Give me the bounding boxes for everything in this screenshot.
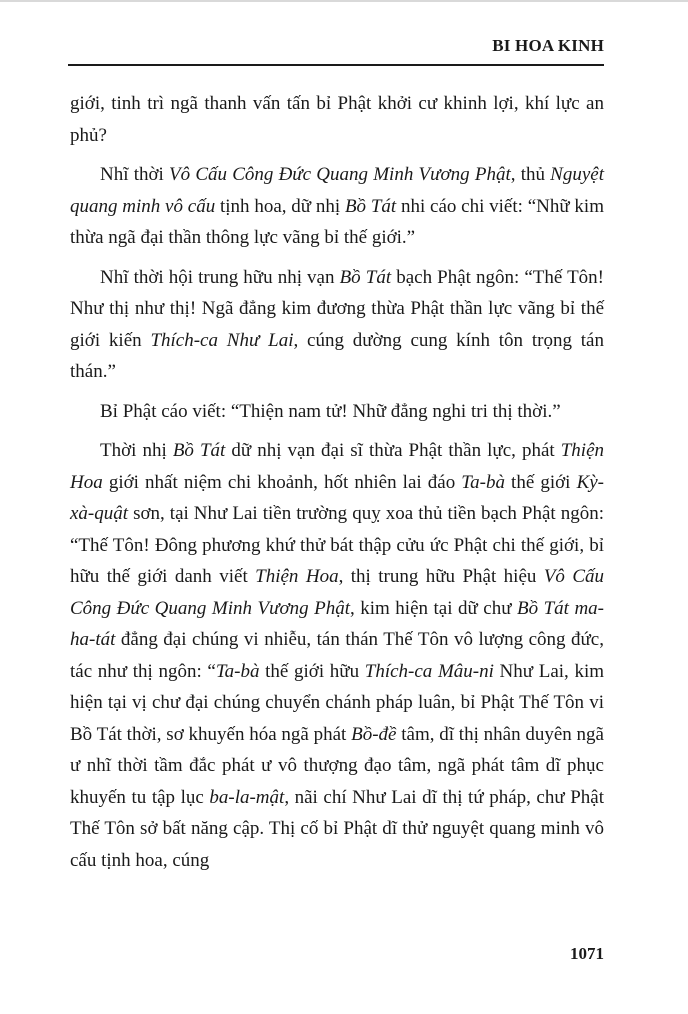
page-top-border [0,0,688,2]
header-rule [68,64,604,66]
text-run: Nhĩ thời [100,164,170,185]
italic-term: Bồ Tát [344,195,397,217]
text-run: tâm, dĩ thị nhân duyên ngã ư nhĩ thời tầm đắc phát ư vô thượng đạo tâm, ngã phát tâm dĩ phục khuyến tu tập lục [70,723,604,808]
text-run: thế giới hữu [259,660,365,682]
text-run: Nhĩ thời hội trung hữu nhị vạn [100,266,340,288]
italic-term: Thiện Hoa [70,440,604,493]
italic-term: Bồ-đề [351,723,397,745]
text-run: đẳng đại chúng vi nhiễu, tán thán Thế Tôn vô lượng công đức, tác như thị ngôn: “ [70,629,604,682]
italic-term: Thiện Hoa [255,566,339,587]
text-run: bạch Phật ngôn: “Thế Tôn! Như thị như thị! Ngã đẳng kim đương thừa Phật thần lực vãng bỉ thế giới kiến [70,266,605,351]
text-run: dữ nhị vạn đại sĩ thừa Phật thần lực, phát [225,440,561,461]
italic-term: Nguyệt quang minh vô cấu [70,164,604,217]
text-run: , thị trung hữu Phật hiệu [338,566,544,587]
page-number: 1071 [570,944,604,963]
text-run: , kim hiện tại dữ chư [350,597,518,619]
text-run: sơn, tại Như Lai tiền trường quỵ xoa thủ tiền bạch Phật ngôn: “Thế Tôn! Đông phương khứ thử bát thập cửu ức Phật chi thế giới, bỉ hữu thế giới danh viết [70,503,604,587]
italic-term: ba-la-mật [209,786,285,808]
text-run: nhi cáo chi viết: “Nhữ kim thừa ngã đại thần thông lực vãng bỉ thế giới.” [70,195,604,248]
text-run: Như Lai, kim hiện tại vị chư đại chúng chuyển chánh pháp luân, bỉ Phật Thế Tôn vi Bồ Tát thời, sơ khuyến hóa ngã phát [70,660,605,745]
italic-term: Bồ Tát ma-ha-tát [70,597,605,650]
italic-term: Bồ Tát [172,440,226,461]
text-run: , nãi chí Như Lai dĩ thị tứ pháp, chư Phật Thế Tôn sở bất năng cập. Thị cố bỉ Phật dĩ thử nguyệt quang minh vô cấu tịnh hoa, cúng [70,786,604,871]
italic-term: Thích-ca Như Lai [150,329,294,351]
italic-term: Thích-ca Mâu-ni [364,660,494,682]
italic-term: Kỳ-xà-quật [70,471,604,524]
italic-term: Bồ Tát [339,266,392,288]
body-text [70,88,604,876]
italic-term: Vô Cấu Công Đức Quang Minh Vương Phật [169,164,511,185]
text-run: , cúng dường cung kính tôn trọng tán thán.” [70,329,604,382]
text-run: giới nhất niệm chi khoảnh, hốt nhiên lai đáo [102,471,462,493]
text-run: giới, tinh trì ngã thanh vấn tấn bỉ Phật khởi cư khinh lợi, khí lực an phủ? [70,93,604,146]
text-run: tịnh hoa, dữ nhị [215,195,345,217]
text-run: Bỉ Phật cáo viết: “Thiện nam tử! Nhữ đẳng nghi tri thị thời.” [100,400,561,422]
text-run: Thời nhị [100,440,173,461]
paragraph [70,159,604,254]
italic-term: Vô Cấu Công Đức Quang Minh Vương Phật [70,566,605,619]
paragraph [70,435,604,876]
running-head-title: BI HOA KINH [492,36,604,55]
paragraph [70,396,604,428]
text-run: , thủ [510,164,551,185]
italic-term: Ta-bà [215,660,260,682]
italic-term: Ta-bà [461,471,505,493]
paragraph [70,88,604,151]
text-run: thế giới [504,471,577,493]
paragraph [70,262,604,388]
